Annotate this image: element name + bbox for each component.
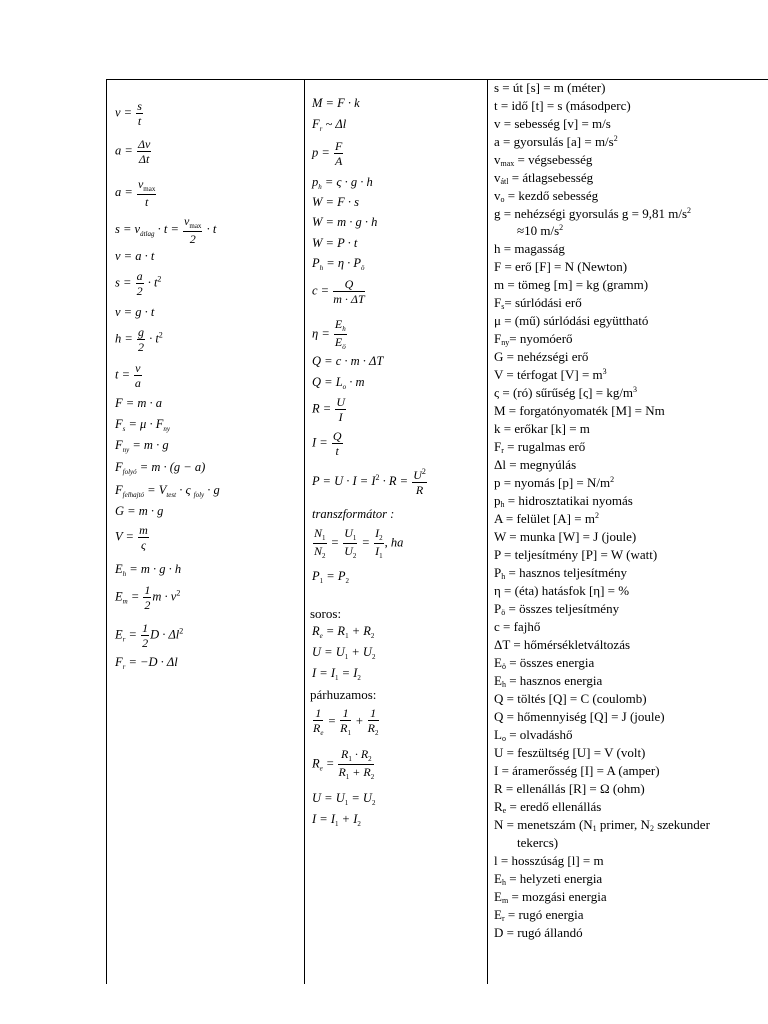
formula-p1: p = $\frac{F}{A}$ [312, 139, 343, 168]
def-N: N = menetszám (N1 primer, N2 szekunder [494, 817, 710, 833]
def-mu: μ = (mű) súrlódási együttható [494, 313, 649, 328]
formula-s1: $s = v_{átlag} \cdot t$ = $v_{max}$ 2 · t [115, 214, 217, 246]
def-a: a = gyorsulás $[a] = m/s^2$ [494, 134, 618, 149]
formula-E3: $E_r$ = $\frac{1}{2}$ $D \cdot \Delta l^2$ [115, 621, 184, 650]
def-Er: Er = rugó energia [494, 907, 584, 923]
def-vmax: vmax = végsebesség [494, 152, 593, 168]
def-Po: Pö = összes teljesítmény [494, 601, 620, 617]
def-t: t = idő [t] = s (másodperc) [494, 98, 631, 113]
formula-transformer: $\frac{N_1}{N_2}$ = $\frac{U_1}{U_2}$ = $\frac{I_2}{I_1}$ , ha [314, 526, 404, 560]
formula-F2: $F_s = \mu \cdot F_{ny}$ [115, 417, 170, 433]
formula-series-R: $R_e = R_1 + R_2$ [312, 624, 375, 640]
def-v: v = sebesség [v] = m/s [494, 116, 611, 131]
formula-parallel-R2: $R_e$ = $\frac{R_1 \cdot R_2}{R_1 + R_2}$ [312, 747, 375, 781]
column-divider-1 [304, 79, 305, 984]
def-Fny: Fny= nyomóerő [494, 331, 573, 347]
formula-Q1: Q = c · m · ΔT [312, 354, 384, 368]
def-Eo: Eö = összes energia [494, 655, 595, 671]
def-vatl: vátl = átlagsebesség [494, 170, 594, 186]
def-I: I = áramerősség [I] = A (amper) [494, 763, 660, 778]
formula-v1: v = $\frac{s}{t}$ [115, 99, 142, 128]
formula-F1: F = m · a [115, 396, 162, 410]
formula-F5: $F_{felhajtó} = V_{test} \cdot \varsigma$ $_{foly}$ · g [115, 483, 220, 499]
def-R: R = ellenállás [R] = Ω (ohm) [494, 781, 645, 796]
def-Em: Em = mozgási energia [494, 889, 607, 905]
def-P: P = teljesítmény [P] = W (watt) [494, 547, 658, 562]
def-dT: ΔT = hőmérsékletváltozás [494, 637, 631, 652]
formula-G1: G = m · g [115, 504, 164, 518]
formula-R1: R = $\frac{U}{I}$ [312, 395, 345, 424]
def-m: m = tömeg [m] = kg (gramm) [494, 277, 649, 292]
formula-a2: a = $v_{max}$ t [115, 177, 156, 209]
formula-M1: M = F · k [312, 96, 360, 110]
def-Eh2: Eh = helyzeti energia [494, 871, 603, 887]
def-g: g = nehézségi gyorsulás g = 9,81 $m/s^2$ [494, 206, 692, 221]
def-V: V = térfogat $[V] = m^3$ [494, 367, 607, 382]
formula-c1: c = $\frac{Q}{m \cdot \Delta T}$ [312, 277, 365, 306]
formula-t1: t = $\frac{v}{a}$ [115, 361, 141, 390]
formula-W1: W = F · s [312, 195, 359, 209]
def-g-approx: ≈10 $m/s^2$ [517, 223, 564, 238]
formula-F4: $F_{folyó} = m \cdot (g - a)$ [115, 460, 206, 476]
formula-P1: $P_h = \eta \cdot P_ö$ [312, 256, 365, 272]
def-Re: Re = eredő ellenállás [494, 799, 602, 815]
transformer-label: transzformátor : [312, 507, 395, 521]
def-s: s = út [s] = m (méter) [494, 80, 606, 95]
def-vo: vo = kezdő sebesség [494, 188, 599, 204]
def-c: c = fajhő [494, 619, 541, 634]
def-F: F = erő [F] = N (Newton) [494, 259, 628, 274]
def-ph: ph = hidrosztatikai nyomás [494, 493, 633, 509]
def-k: k = erőkar [k] = m [494, 421, 590, 436]
def-Lo: Lo = olvadáshő [494, 727, 573, 743]
formula-P2: $P = U \cdot I = I^2 \cdot R$ = $\frac{U^2}{R}$ [312, 467, 426, 497]
formula-h1: h = $\frac{g}{2}$ · $t^2$ [115, 325, 163, 354]
formula-F6: $F_r = -D \cdot \Delta l$ [115, 655, 178, 671]
def-Eh: Eh = hasznos energia [494, 673, 603, 689]
formula-v2: v = a · t [115, 249, 155, 263]
def-dl: Δl = megnyúlás [494, 457, 577, 472]
def-l: l = hosszúság [l] = m [494, 853, 604, 868]
def-M: M = forgatónyomaték [M] = Nm [494, 403, 665, 418]
def-G: G = nehézségi erő [494, 349, 589, 364]
formula-series-I: $I = I_1 = I_2$ [312, 666, 361, 682]
series-label: soros: [310, 606, 342, 621]
formula-Fr1: $F_r$ ~ Δl [312, 117, 347, 133]
formula-W2: W = m · g · h [312, 215, 378, 229]
formula-power-equal: $P_1 = P_2$ [312, 569, 349, 585]
def-A: A = felület $[A] = m^2$ [494, 511, 599, 526]
column-divider-2 [487, 79, 488, 984]
def-Q-charge: Q = töltés [Q] = C (coulomb) [494, 691, 647, 706]
formula-W3: W = P · t [312, 236, 358, 250]
table-left-border [106, 79, 107, 984]
formula-E1: $E_h = m \cdot g \cdot h$ [115, 562, 182, 578]
def-h: h = magasság [494, 241, 565, 256]
def-Fs: Fs= súrlódási erő [494, 295, 582, 311]
formula-v3: v = g · t [115, 305, 155, 319]
formula-parallel-R1: $\frac{1}{R_e}$ = $\frac{1}{R_1}$ + $\frac{1}{R_2}$ [313, 706, 379, 737]
def-Ph: Ph = hasznos teljesítmény [494, 565, 628, 581]
def-D: D = rugó állandó [494, 925, 583, 940]
def-rho: ς = (ró) sűrűség $[\varsigma] = kg/m^3$ [494, 385, 638, 400]
formula-I1: I = $\frac{Q}{t}$ [312, 429, 342, 458]
formula-a1: a = $\frac{\Delta v}{\Delta t}$ [115, 137, 151, 166]
def-U: U = feszültség [U] = V (volt) [494, 745, 646, 760]
formula-V1: V = $\frac{m}{\varsigma}$ [115, 523, 148, 552]
def-eta: η = (éta) hatásfok [η] = % [494, 583, 630, 598]
formula-E2: $E_m$ = $\frac{1}{2}$ $m \cdot v^2$ [115, 583, 181, 612]
formula-eta: η = $\frac{E_h}{E_ö}$ [312, 317, 346, 351]
def-W: W = munka [W] = J (joule) [494, 529, 637, 544]
def-p: p = nyomás $[p] = N/m^2$ [494, 475, 615, 490]
formula-p2: $p_h = \varsigma \cdot g \cdot h$ [312, 175, 373, 191]
formula-F3: $F_{ny} = m \cdot g$ [115, 438, 169, 454]
formula-s2: s = $\frac{a}{2}$ · $t^2$ [115, 269, 162, 298]
table-top-border [106, 79, 768, 80]
def-Fr: Fr = rugalmas erő [494, 439, 586, 455]
formula-Q2: $Q = L_o \cdot m$ [312, 375, 365, 391]
parallel-label: párhuzamos: [310, 687, 377, 702]
formula-parallel-I: $I = I_1 + I_2$ [312, 812, 361, 828]
formula-parallel-U: $U = U_1 = U_2$ [312, 791, 376, 807]
formula-series-U: $U = U_1 + U_2$ [312, 645, 376, 661]
def-Q-heat: Q = hőmennyiség [Q] = J (joule) [494, 709, 665, 724]
def-N-cont: tekercs) [517, 835, 559, 850]
